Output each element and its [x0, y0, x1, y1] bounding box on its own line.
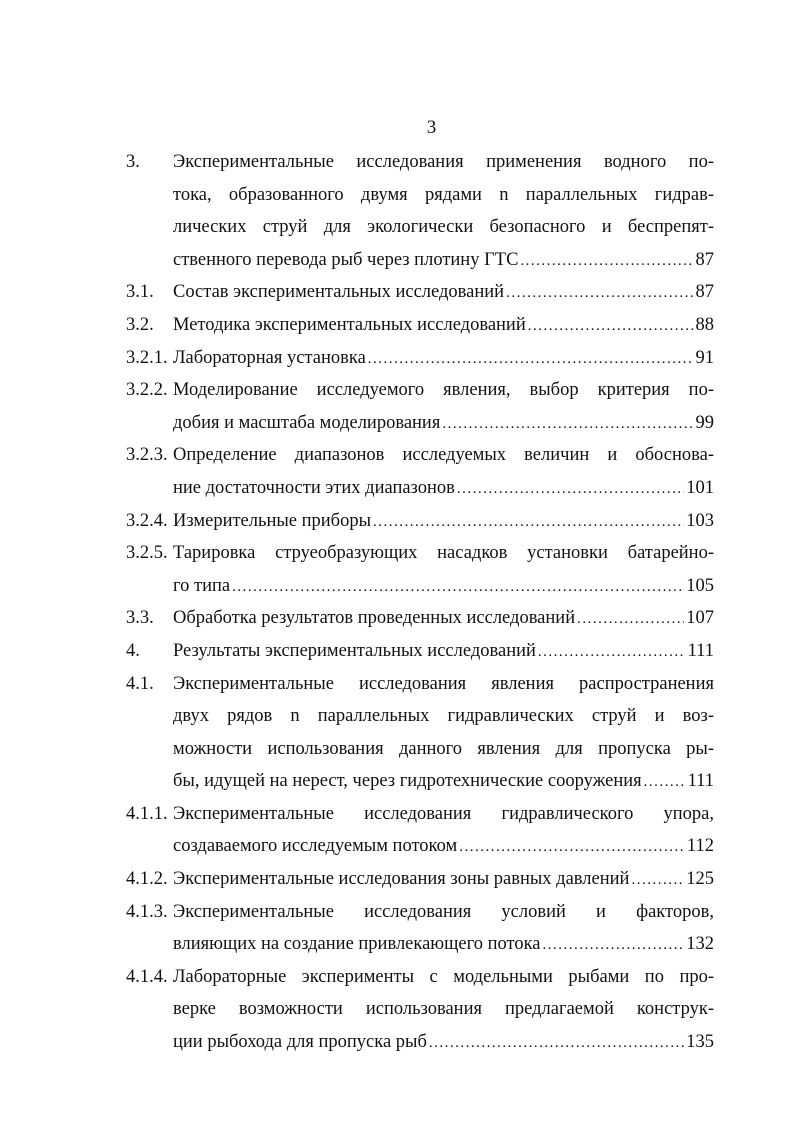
- toc-entry-body: [173, 961, 714, 1059]
- toc-entry-body: [173, 146, 714, 276]
- toc-entry-final-line: [173, 505, 714, 538]
- toc-entry-title: ние достаточности этих диапазонов: [173, 477, 455, 498]
- toc-entry-page: 112: [686, 836, 714, 857]
- toc-entry: [126, 635, 714, 668]
- toc-entry-title: Лабораторная установка: [173, 347, 366, 368]
- toc-entry-number: 3.1.: [126, 282, 154, 303]
- toc-entry-final-line: [173, 1026, 714, 1059]
- toc-entry-final-line: [173, 309, 714, 342]
- toc-entry-line: верке возможности использования предлагаемой конструк-: [173, 999, 714, 1020]
- toc-entry-number: 4.1.3.: [126, 901, 168, 922]
- toc-entry-line: Моделирование исследуемого явления, выбор критерия по-: [173, 380, 714, 401]
- toc-entry-title: Методика экспериментальных исследований: [173, 314, 526, 335]
- toc-entry-number: 4.1.: [126, 673, 154, 694]
- toc-leader-dots: [368, 343, 694, 376]
- table-of-contents: [126, 146, 714, 1059]
- toc-entry-number: 4.: [126, 640, 140, 661]
- toc-entry-number: 4.1.2.: [126, 869, 168, 890]
- toc-entry-final-line: [173, 602, 714, 635]
- toc-entry-body: [173, 896, 714, 961]
- toc-entry-final-line: [173, 276, 714, 309]
- toc-entry-line: Экспериментальные исследования применения водного по-: [173, 152, 714, 172]
- toc-entry-number: 3.: [126, 152, 140, 172]
- toc-entry-page: 105: [686, 575, 714, 596]
- page-number: 3: [426, 117, 437, 138]
- toc-leader-dots: [442, 408, 693, 441]
- toc-entry-body: [173, 439, 714, 504]
- toc-entry-title: Результаты экспериментальных исследований: [173, 640, 536, 661]
- toc-entry-title: добия и масштаба моделирования: [173, 412, 441, 433]
- toc-entry-number: 3.2.: [126, 314, 154, 335]
- toc-entry-final-line: [173, 244, 714, 277]
- toc-entry-final-line: [173, 928, 714, 961]
- toc-entry: [126, 537, 714, 602]
- toc-entry-title: ции рыбохода для пропуска рыб: [173, 1032, 427, 1053]
- toc-entry: [126, 505, 714, 538]
- toc-entry-page: 135: [686, 1032, 714, 1053]
- toc-entry-title: бы, идущей на нерест, через гидротехнические сооружения: [173, 771, 642, 792]
- toc-entry: [126, 896, 714, 961]
- toc-leader-dots: [577, 603, 684, 636]
- toc-entry: [126, 961, 714, 1059]
- toc-entry-final-line: [173, 342, 714, 375]
- toc-entry-number: 3.2.2.: [126, 380, 168, 401]
- toc-entry-body: [173, 374, 714, 439]
- toc-entry-number: 3.2.5.: [126, 543, 168, 564]
- toc-entry: [126, 798, 714, 863]
- toc-leader-dots: [429, 1027, 684, 1060]
- toc-entry-title: создаваемого исследуемым потоком: [173, 836, 458, 857]
- toc-leader-dots: [232, 571, 684, 604]
- toc-entry-body: [173, 276, 714, 309]
- toc-leader-dots: [543, 929, 685, 962]
- toc-entry-title: го типа: [173, 575, 231, 596]
- toc-entry-page: 111: [687, 771, 714, 792]
- toc-entry-page: 87: [695, 282, 714, 303]
- toc-entry-line: Тарировка струеобразующих насадков установки батарейно-: [173, 543, 714, 564]
- toc-entry-body: [173, 537, 714, 602]
- toc-entry-page: 103: [686, 510, 714, 531]
- toc-entry-page: 132: [686, 934, 714, 955]
- toc-entry-page: 107: [686, 608, 714, 629]
- toc-entry-final-line: [173, 863, 714, 896]
- toc-entry-final-line: [173, 570, 714, 603]
- toc-entry-line: можности использования данного явления для пропуска ры-: [173, 738, 714, 759]
- toc-entry-number: 4.1.4.: [126, 966, 168, 987]
- toc-leader-dots: [506, 277, 693, 310]
- toc-entry: [126, 602, 714, 635]
- toc-leader-dots: [538, 636, 686, 669]
- toc-entry-line: Экспериментальные исследования явления распространения: [173, 673, 714, 694]
- toc-entry-page: 101: [686, 477, 714, 498]
- toc-entry-body: [173, 798, 714, 863]
- toc-entry-line: Лабораторные эксперименты с модельными рыбами по про-: [173, 966, 714, 987]
- toc-entry-page: 91: [695, 347, 714, 368]
- toc-entry-number: 3.2.3.: [126, 445, 168, 466]
- toc-entry-number: 3.2.1.: [126, 347, 168, 368]
- toc-entry-page: 125: [686, 869, 714, 890]
- toc-entry: [126, 309, 714, 342]
- toc-leader-dots: [373, 506, 684, 539]
- toc-entry-page: 111: [687, 640, 714, 661]
- toc-entry-final-line: [173, 765, 714, 798]
- toc-entry-line: двух рядов n параллельных гидравлических струй и воз-: [173, 706, 714, 727]
- toc-entry-final-line: [173, 635, 714, 668]
- toc-entry-title: Состав экспериментальных исследований: [173, 282, 505, 303]
- toc-entry-page: 88: [695, 314, 714, 335]
- toc-entry-title: Экспериментальные исследования зоны равных давлений: [173, 869, 630, 890]
- toc-entry-body: [173, 668, 714, 798]
- toc-leader-dots: [457, 473, 684, 506]
- toc-entry-body: [173, 635, 714, 668]
- toc-entry: [126, 146, 714, 276]
- toc-entry-final-line: [173, 472, 714, 505]
- toc-entry-line: Экспериментальные исследования условий и факторов,: [173, 901, 714, 922]
- toc-entry-line: Определение диапазонов исследуемых величин и обоснова-: [173, 445, 714, 466]
- toc-entry-number: 3.3.: [126, 608, 154, 629]
- toc-entry-body: [173, 505, 714, 538]
- toc-leader-dots: [459, 831, 685, 864]
- toc-entry-line: Экспериментальные исследования гидравлического упора,: [173, 803, 714, 824]
- toc-entry-line: лических струй для экологически безопасного и беспрепят-: [173, 217, 714, 238]
- toc-entry-body: [173, 863, 714, 896]
- toc-entry: [126, 863, 714, 896]
- toc-leader-dots: [528, 310, 694, 343]
- toc-leader-dots: [631, 864, 684, 897]
- toc-entry-body: [173, 342, 714, 375]
- toc-entry: [126, 276, 714, 309]
- toc-entry: [126, 342, 714, 375]
- toc-entry-page: 99: [695, 412, 714, 433]
- toc-entry-line: тока, образованного двумя рядами n параллельных гидрав-: [173, 184, 714, 205]
- toc-leader-dots: [520, 245, 693, 278]
- toc-entry-final-line: [173, 407, 714, 440]
- toc-entry-page: 87: [695, 249, 714, 270]
- toc-entry-number: 3.2.4.: [126, 510, 168, 531]
- toc-entry-title: Измерительные приборы: [173, 510, 371, 531]
- toc-leader-dots: [644, 766, 686, 799]
- toc-entry: [126, 439, 714, 504]
- toc-entry-title: Обработка результатов проведенных исследований: [173, 608, 576, 629]
- toc-entry-body: [173, 602, 714, 635]
- toc-entry-body: [173, 309, 714, 342]
- toc-entry-final-line: [173, 830, 714, 863]
- toc-entry: [126, 668, 714, 798]
- toc-entry-number: 4.1.1.: [126, 803, 168, 824]
- toc-entry-title: влияющих на создание привлекающего потока: [173, 934, 541, 955]
- toc-entry: [126, 374, 714, 439]
- toc-entry-title: ственного перевода рыб через плотину ГТС: [173, 249, 519, 270]
